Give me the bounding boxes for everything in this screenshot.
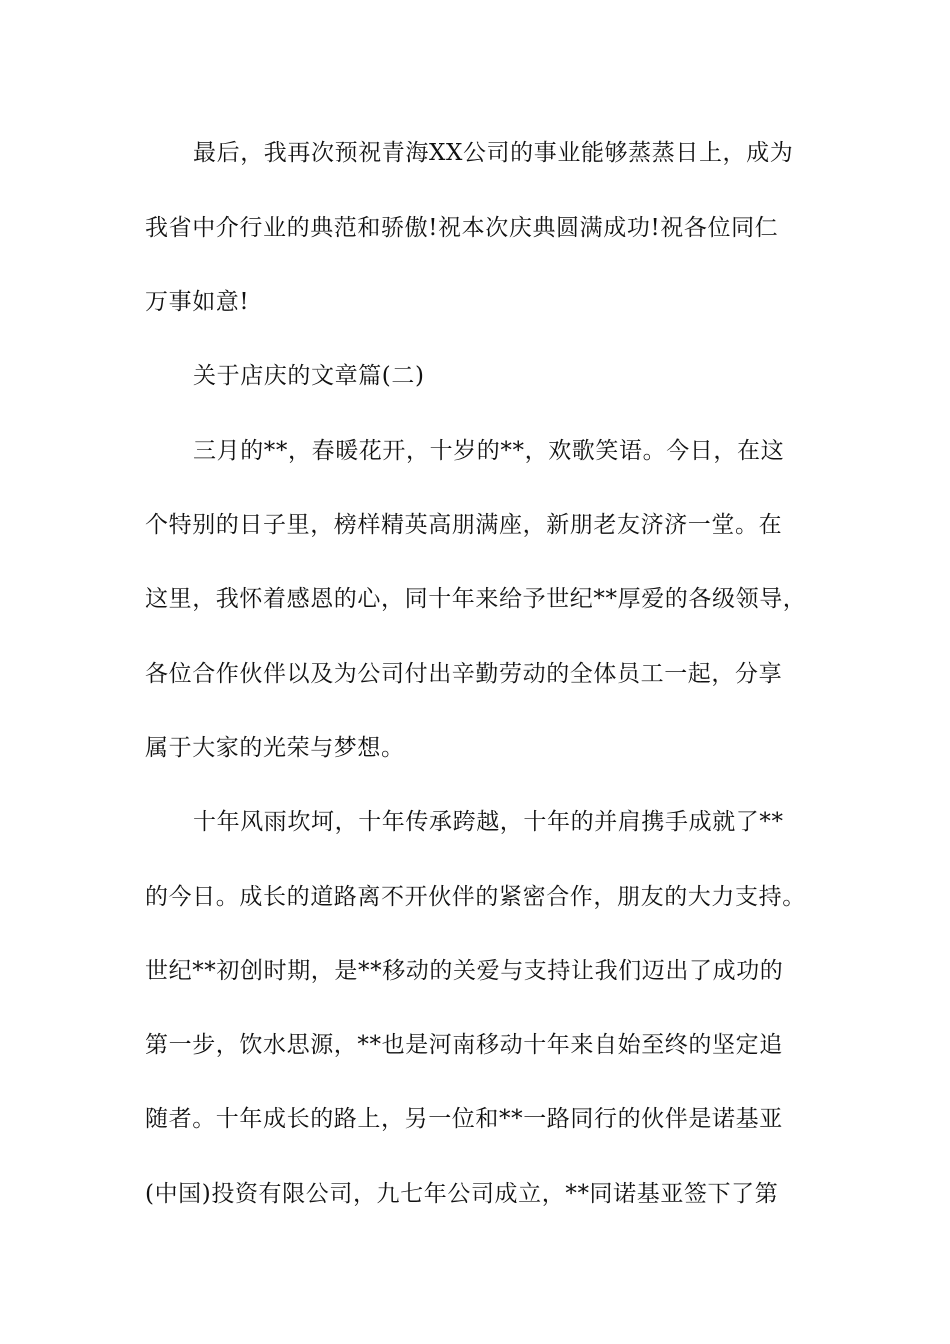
text-line: 随者。十年成长的路上，另一位和**一路同行的伙伴是诺基亚	[145, 1106, 783, 1132]
text-line: 三月的**，春暖花开，十岁的**，欢歌笑语。今日，在这	[193, 438, 785, 464]
text-line: 属于大家的光荣与梦想。	[145, 735, 405, 761]
text-line: 最后，我再次预祝青海XX公司的事业能够蒸蒸日上，成为	[193, 140, 794, 166]
text-line: 我省中介行业的典范和骄傲!祝本次庆典圆满成功!祝各位同仁	[145, 215, 779, 241]
text-line: (中国)投资有限公司，九七年公司成立，**同诺基亚签下了第	[145, 1181, 779, 1207]
text-line: 各位合作伙伴以及为公司付出辛勤劳动的全体员工一起，分享	[145, 661, 783, 687]
text-line: 这里，我怀着感恩的心，同十年来给予世纪**厚爱的各级领导，	[145, 586, 807, 612]
text-line: 个特别的日子里，榜样精英高朋满座，新朋老友济济一堂。在	[145, 512, 783, 538]
text-line: 十年风雨坎坷，十年传承跨越，十年的并肩携手成就了**	[193, 809, 784, 835]
section-heading: 关于店庆的文章篇(二)	[193, 363, 425, 389]
text-line: 的今日。成长的道路离不开伙伴的紧密合作，朋友的大力支持。	[145, 884, 806, 910]
text-line: 世纪**初创时期，是**移动的关爱与支持让我们迈出了成功的	[145, 958, 784, 984]
text-line: 第一步，饮水思源，**也是河南移动十年来自始至终的坚定追	[145, 1032, 783, 1058]
text-line: 万事如意!	[145, 289, 250, 315]
